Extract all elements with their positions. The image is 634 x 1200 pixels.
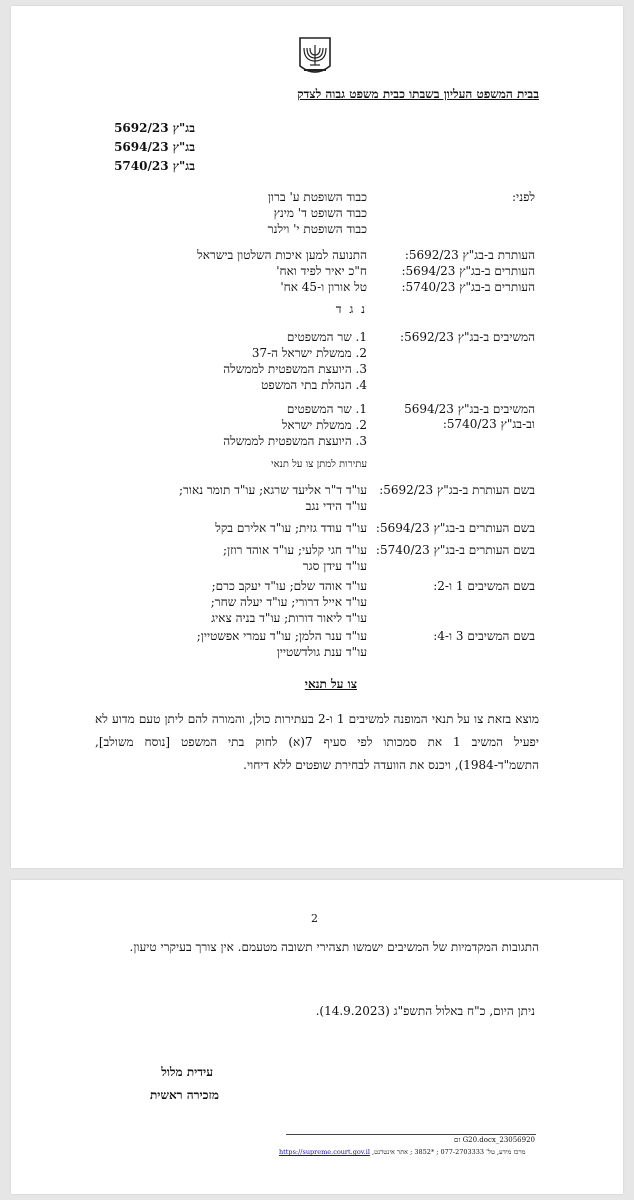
respondent-b-3: 3. היועצת המשפטית לממשלה <box>223 434 367 448</box>
petitioner-value-3: טל אורון ו-45 אח' <box>280 280 367 294</box>
petitioner-label-2: העותרים ב-בג"ץ 5694/23: <box>401 264 535 278</box>
menorah-emblem-icon <box>296 36 334 78</box>
order-title: צו על תנאי <box>304 677 357 691</box>
file-reference: 23056920_G20.docx זם <box>454 1136 535 1144</box>
given-date: ניתן היום, כ"ח באלול התשפ"ג (14.9.2023). <box>315 1004 535 1018</box>
document-page-1 <box>11 6 623 868</box>
signer-title: מזכירה ראשית <box>149 1088 219 1102</box>
case-number-3: בג"ץ 5740/23 <box>114 159 195 173</box>
page2-body: התגובות המקדמיות של המשיבים ישמשו תצהירי תשובה מטעמם. אין צורך בעיקרי טיעון. <box>129 940 539 954</box>
judge-2: כבוד השופט ד' מינץ <box>273 206 367 220</box>
footer-contact-text: מרכז מידע, טל' 077-2703333 ; *3852 ; אתר אינטרנט, <box>372 1148 526 1156</box>
petitioner-value-1: התנועה למען איכות השלטון בישראל <box>197 248 367 262</box>
respondent-a-3: 3. היועצת המשפטית לממשלה <box>223 362 367 376</box>
counsel-3-line-1: עו"ד חגי קלעי; עו"ד אוהד רוזן; <box>223 543 367 557</box>
counsel-4-line-1: עו"ד אוהד שלם; עו"ד יעקב כרם; <box>211 579 367 593</box>
counsel-label-5: בשם המשיבים 3 ו-4: <box>433 629 535 643</box>
footer-divider <box>286 1134 536 1135</box>
respondent-b-1: 1. שר המשפטים <box>286 402 367 416</box>
petitioner-label-1: העותרת ב-בג"ץ 5692/23: <box>404 248 535 262</box>
petitioner-value-2: ח"כ יאיר לפיד ואח' <box>276 264 367 278</box>
counsel-4-line-2: עו"ד אייל דרורי; עו"ד יעלה שחר; <box>210 595 367 609</box>
counsel-1-line-2: עו"ד הידי נגב <box>305 499 367 513</box>
respondents-a-label: המשיבים ב-בג"ץ 5692/23: <box>400 330 535 344</box>
respondent-a-1: 1. שר המשפטים <box>286 330 367 344</box>
respondent-a-2: 2. ממשלת ישראל ה-37 <box>251 346 367 360</box>
before-label: לפני: <box>512 190 535 204</box>
page-number: 2 <box>311 912 318 925</box>
respondents-b-label-2: וב-בג"ץ 5740/23: <box>442 417 535 431</box>
counsel-1-line-1: עו"ד ד"ר אליעד שרגא; עו"ד תומר נאור; <box>178 483 367 497</box>
counsel-2-line-1: עו"ד עודד גזית; עו"ד אלירם בקל <box>215 521 367 535</box>
footer-website-link[interactable]: https://supreme.court.gov.il <box>279 1148 370 1156</box>
petitions-title: עתירות למתן צו על תנאי <box>270 459 367 470</box>
case-number-1: בג"ץ 5692/23 <box>114 121 195 135</box>
petitioner-label-3: העותרים ב-בג"ץ 5740/23: <box>401 280 535 294</box>
counsel-label-2: בשם העותרים ב-בג"ץ 5694/23: <box>375 521 535 535</box>
footer-contact <box>279 1148 526 1157</box>
counsel-5-line-2: עו"ד ענת גולדשטיין <box>276 645 367 659</box>
judge-3: כבוד השופטת י' וילנר <box>267 222 367 236</box>
court-header: בבית המשפט העליון בשבתו כבית משפט גבוה לצדק <box>297 87 539 101</box>
counsel-5-line-1: עו"ד ענר הלמן; עו"ד עמרי אפשטיין; <box>196 629 367 643</box>
signer-name: עידית מלול <box>161 1065 213 1079</box>
counsel-label-4: בשם המשיבים 1 ו-2: <box>433 579 535 593</box>
order-body: מוצא בזאת צו על תנאי המופנה למשיבים 1 ו-2 בעתירות כולן, והמורה להם ליתן טעם מדוע לא יפעיל המשיב 1 את סמכותו לפי סעיף 7(א) לחוק בתי המשפט [נוסח משולב], התשמ"ד-1984), ויכנס את הוועדה לבחירת שופטים ללא דיחוי. <box>95 712 539 772</box>
versus-label: נ ג ד <box>335 302 367 316</box>
document-page-2 <box>11 880 623 1194</box>
respondent-b-2: 2. ממשלת ישראל <box>281 418 367 432</box>
counsel-4-line-3: עו"ד ליאור דורות; עו"ד בניה צאיג <box>211 611 367 625</box>
judge-1: כבוד השופטת ע' ברון <box>267 190 367 204</box>
case-number-2: בג"ץ 5694/23 <box>114 140 195 154</box>
respondent-a-4: 4. הנהלת בתי המשפט <box>261 378 367 392</box>
respondents-b-label-1: המשיבים ב-בג"ץ 5694/23 <box>404 402 535 416</box>
counsel-3-line-2: עו"ד עידן סגר <box>302 559 367 573</box>
counsel-label-1: בשם העותרת ב-בג"ץ 5692/23: <box>379 483 535 497</box>
counsel-label-3: בשם העותרים ב-בג"ץ 5740/23: <box>375 543 535 557</box>
